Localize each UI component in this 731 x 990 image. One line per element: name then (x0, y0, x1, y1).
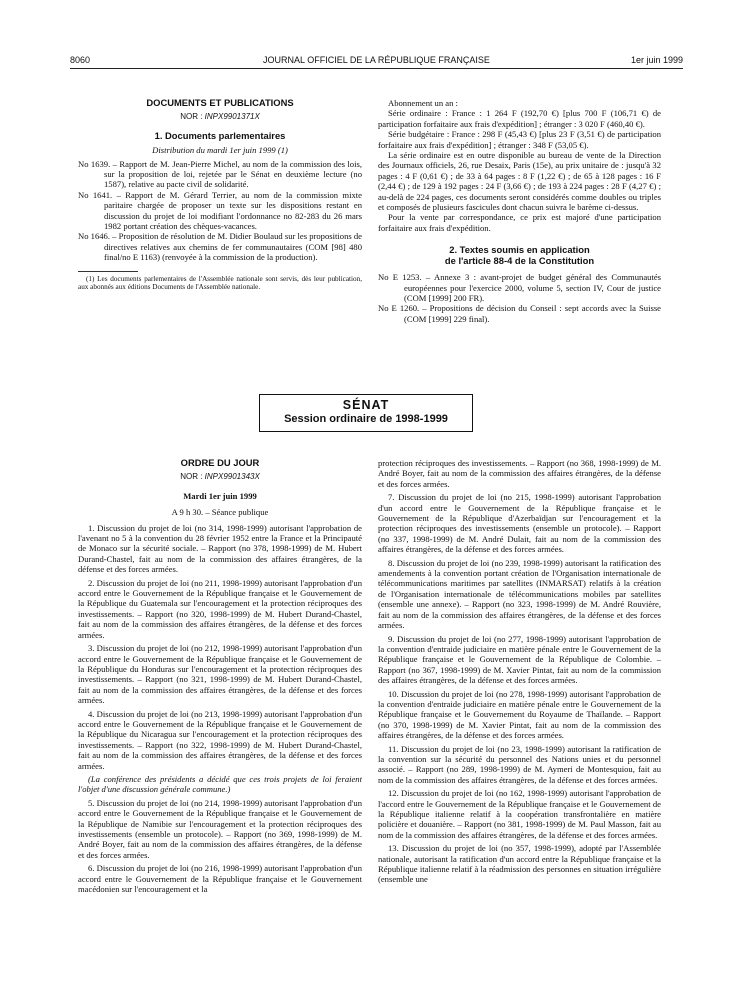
distribution-line: Distribution du mardi 1er juin 1999 (1) (152, 145, 288, 156)
issue-date: 1er juin 1999 (630, 55, 683, 65)
abonnement-line: Pour la vente par correspondance, ce prix est majoré d'une participation forfaitaire aux frais d'expédition. (378, 212, 661, 233)
ordre-item: 4. Discussion du projet de loi (no 213, 1998-1999) autorisant l'approbation d'un accord entre le Gouvernement de la République française et le Gouvernement de la République du Nicaragua sur l'encouragement et la protection réciproques des investissements. – Rapport (no 322, 1998-1999) de M. Hubert Durand-Chastel, fait au nom de la commission des affaires étrangères, de la défense et des forces armées. (78, 708, 362, 771)
ordre-date: Mardi 1er juin 1999 (183, 490, 257, 501)
textes-title: 2. Textes soumis en application de l'article 88-4 de la Constitution (444, 244, 595, 266)
ordre-item: 6. Discussion du projet de loi (no 216, 1998-1999) autorisant l'approbation d'un accord entre le Gouvernement de la République française et le Gouvernement macédonien sur l'encouragement et la (78, 863, 362, 895)
ordre-item: 2. Discussion du projet de loi (no 211, 1998-1999) autorisant l'approbation d'un accord entre le Gouvernement de la République française et le Gouvernement de la République du Guatemala sur l'encouragement et la protection réciproques des investissements. – Rapport (no 320, 1998-1999) de M. Hubert Durand-Chastel, fait au nom de la commission des affaires étrangères, de la défense et des forces armées. (78, 577, 362, 640)
abonnement-line: Série budgétaire : France : 298 F (45,43 €) [plus 23 F (3,51 €) de participation forfaitaire aux frais d'expédition] ; étranger : 348 F (53,05 €). (378, 129, 661, 150)
journal-title: JOURNAL OFFICIEL DE LA RÉPUBLIQUE FRANÇAISE (263, 55, 490, 65)
ordre-item: 8. Discussion du projet de loi (no 239, 1998-1999) autorisant la ratification des amendements à la convention portant création de l'Organisation internationale de télécommunications maritimes par satellites (INMARSAT) relatifs à la création de l'Organisation internationale de télécommunications mobiles par satellites (ensemble une annexe). – Rapport (no 323, 1998-1999) de M. André Rouvière, fait au nom de la commission des affaires étrangères, de la défense et des forces armées. (378, 557, 661, 631)
footnote-rule (78, 271, 138, 272)
abonnement-line: La série ordinaire est en outre disponible au bureau de vente de la Direction des Journaux officiels, 26, rue Desaix, Paris (15e), au prix unitaire de : jusqu'à 32 pages : 4 F (0,61 €) ; de 33 à 64 pages : 8 F (1,22 €) ; de 65 à 128 pages : 16 F (2,44 €) ; de 129 à 192 pages : 24 F (3,66 €) ; de 193 à 224 pages : 28 F (4,27 €) ; au-delà de 224 pages, ces documents seront considérés comme doubles ou triples et composés de plusieurs fascicules dont chacun suivra le barème ci-dessus. (378, 150, 661, 213)
ordre-item: 9. Discussion du projet de loi (no 277, 1998-1999) autorisant l'approbation de la convention d'entraide judiciaire en matière pénale entre le Gouvernement de la République française et le Gouvernement de la République de Colombie. – Rapport (no 367, 1998-1999) de M. Xavier Pintat, fait au nom de la commission des affaires étrangères, de la défense et des forces armées. (378, 633, 661, 686)
documents-nor: NOR : INPX9901371X (180, 112, 260, 122)
texte-item: No E 1253. – Annexe 3 : avant-projet de budget général des Communautés européennes pour l'exercice 2000, volume 5, section IV, Cour de justice (COM [1999] 200 FR). (378, 272, 661, 303)
document-item: No 1641. – Rapport de M. Gérard Terrier, au nom de la commission mixte paritaire chargée de proposer un texte sur les dispositions restant en discussion du projet de loi modifiant l'ordonnance no 82-283 du 26 mars 1982 portant création des chèques-vacances. (78, 189, 362, 232)
senat-title: SÉNAT (342, 398, 390, 412)
ordre-column-right (378, 458, 661, 888)
abonnement-column (378, 98, 661, 324)
conference-note: (La conférence des présidents a décidé que ces trois projets de loi feraient l'objet d'une discussion générale commune.) (78, 773, 362, 795)
documents-column (78, 98, 362, 292)
ordre-title: ORDRE DU JOUR (180, 457, 260, 468)
document-item: No 1639. – Rapport de M. Jean-Pierre Michel, au nom de la commission des lois, sur la proposition de loi, rejetée par le Sénat en deuxième lecture (no 1587), relative au pacte civil de solidarité. (78, 158, 362, 190)
ordre-item: 10. Discussion du projet de loi (no 278, 1998-1999) autorisant l'approbation de la convention d'entraide judiciaire en matière pénale entre le Gouvernement de la République française et le Gouvernement du Royaume de Thaïlande. – Rapport (no 370, 1998-1999) de M. Xavier Pintat, fait au nom de la commission des affaires étrangères, de la défense et des forces armées. (378, 688, 661, 741)
abonnement-line: Abonnement un an : (388, 98, 458, 108)
senat-banner (259, 394, 473, 432)
ordre-item-continued: protection réciproques des investissements. – Rapport (no 368, 1998-1999) de M. André Boyer, fait au nom de la commission des affaires étrangères, de la défense et des forces armées. (378, 458, 661, 489)
ordre-item: 13. Discussion du projet de loi (no 357, 1998-1999), adopté par l'Assemblée nationale, autorisant la ratification d'un accord entre la République française et la République italienne relatif à la réadmission des personnes en situation irrégulière (ensemble une (378, 843, 661, 885)
header-rule (70, 68, 683, 69)
page-number: 8060 (70, 55, 91, 65)
texte-item: No E 1260. – Propositions de décision du Conseil : sept accords avec la Suisse (COM [1999] 229 final). (378, 303, 661, 324)
documents-subtitle: 1. Documents parlementaires (154, 129, 286, 141)
ordre-item: 11. Discussion du projet de loi (no 23, 1998-1999) autorisant la ratification de la convention sur la sécurité du personnel des Nations unies et du personnel associé. – Rapport (no 289, 1998-1999) de M. Aymeri de Montesquiou, fait au nom de la commission des affaires étrangères, de la défense et des forces armées. (378, 743, 661, 785)
ordre-item: 12. Discussion du projet de loi (no 162, 1998-1999) autorisant l'approbation de l'accord entre le Gouvernement de la République française et le Gouvernement de la République italienne relatif à la coopération transfrontalière en matière policière et douanière. – Rapport (no 381, 1998-1999) de M. Paul Masson, fait au nom de la commission des affaires étrangères, de la défense et des forces armées. (378, 788, 661, 840)
ordre-item: 3. Discussion du projet de loi (no 212, 1998-1999) autorisant l'approbation d'un accord entre le Gouvernement de la République française et le Gouvernement de la République du Honduras sur l'encouragement et la protection réciproques des investissements. – Rapport (no 321, 1998-1999) de M. Hubert Durand-Chastel, fait au nom de la commission des affaires étrangères, de la défense et des forces armées. (78, 643, 362, 706)
ordre-column-left (78, 458, 362, 897)
seance-line: A 9 h 30. – Séance publique (171, 507, 269, 518)
page-header (70, 55, 683, 69)
session-title: Session ordinaire de 1998-1999 (284, 413, 448, 425)
ordre-nor: NOR : INPX9901343X (180, 472, 260, 482)
document-item: No 1646. – Proposition de résolution de M. Didier Boulaud sur les propositions de directives relatives aux chemins de fer communautaires (COM [98] 480 final/no E 1163) (renvoyée à la commission de la production). (78, 231, 362, 263)
footnote: (1) Les documents parlementaires de l'Assemblée nationale sont servis, dès leur publication, aux abonnés aux éditions Documents de l'Assemblée nationale. (78, 274, 362, 292)
abonnement-line: Série ordinaire : France : 1 264 F (192,70 €) [plus 700 F (106,71 €) de participation forfaitaire aux frais d'expédition] ; étranger : 3 020 F (460,40 €). (378, 108, 661, 129)
ordre-item: 7. Discussion du projet de loi (no 215, 1998-1999) autorisant l'approbation d'un accord entre le Gouvernement de la République française et le Gouvernement de la République d'Azerbaïdjan sur l'encouragement et la protection réciproques des investissements (ensemble un protocole). – Rapport (no 337, 1998-1999) de M. André Dulait, fait au nom de la commission des affaires étrangères, de la défense et des forces armées. (378, 492, 661, 555)
ordre-item: 5. Discussion du projet de loi (no 214, 1998-1999) autorisant l'approbation d'un accord entre le Gouvernement de la République française et le Gouvernement de la République de Namibie sur l'encouragement et la protection réciproques des investissements (ensemble un protocole). – Rapport (no 369, 1998-1999) de M. André Boyer, fait au nom de la commission des affaires étrangères, de la défense et des forces armées. (78, 797, 362, 860)
documents-title: DOCUMENTS ET PUBLICATIONS (146, 97, 294, 108)
ordre-item: 1. Discussion du projet de loi (no 314, 1998-1999) autorisant l'approbation de l'avenant no 5 à la convention du 28 février 1952 entre la France et la Principauté de Monaco sur la sécurité sociale. – Rapport (no 378, 1998-1999) de M. Hubert Durand-Chastel, fait au nom de la commission des affaires étrangères, de la défense et des forces armées. (78, 522, 362, 575)
